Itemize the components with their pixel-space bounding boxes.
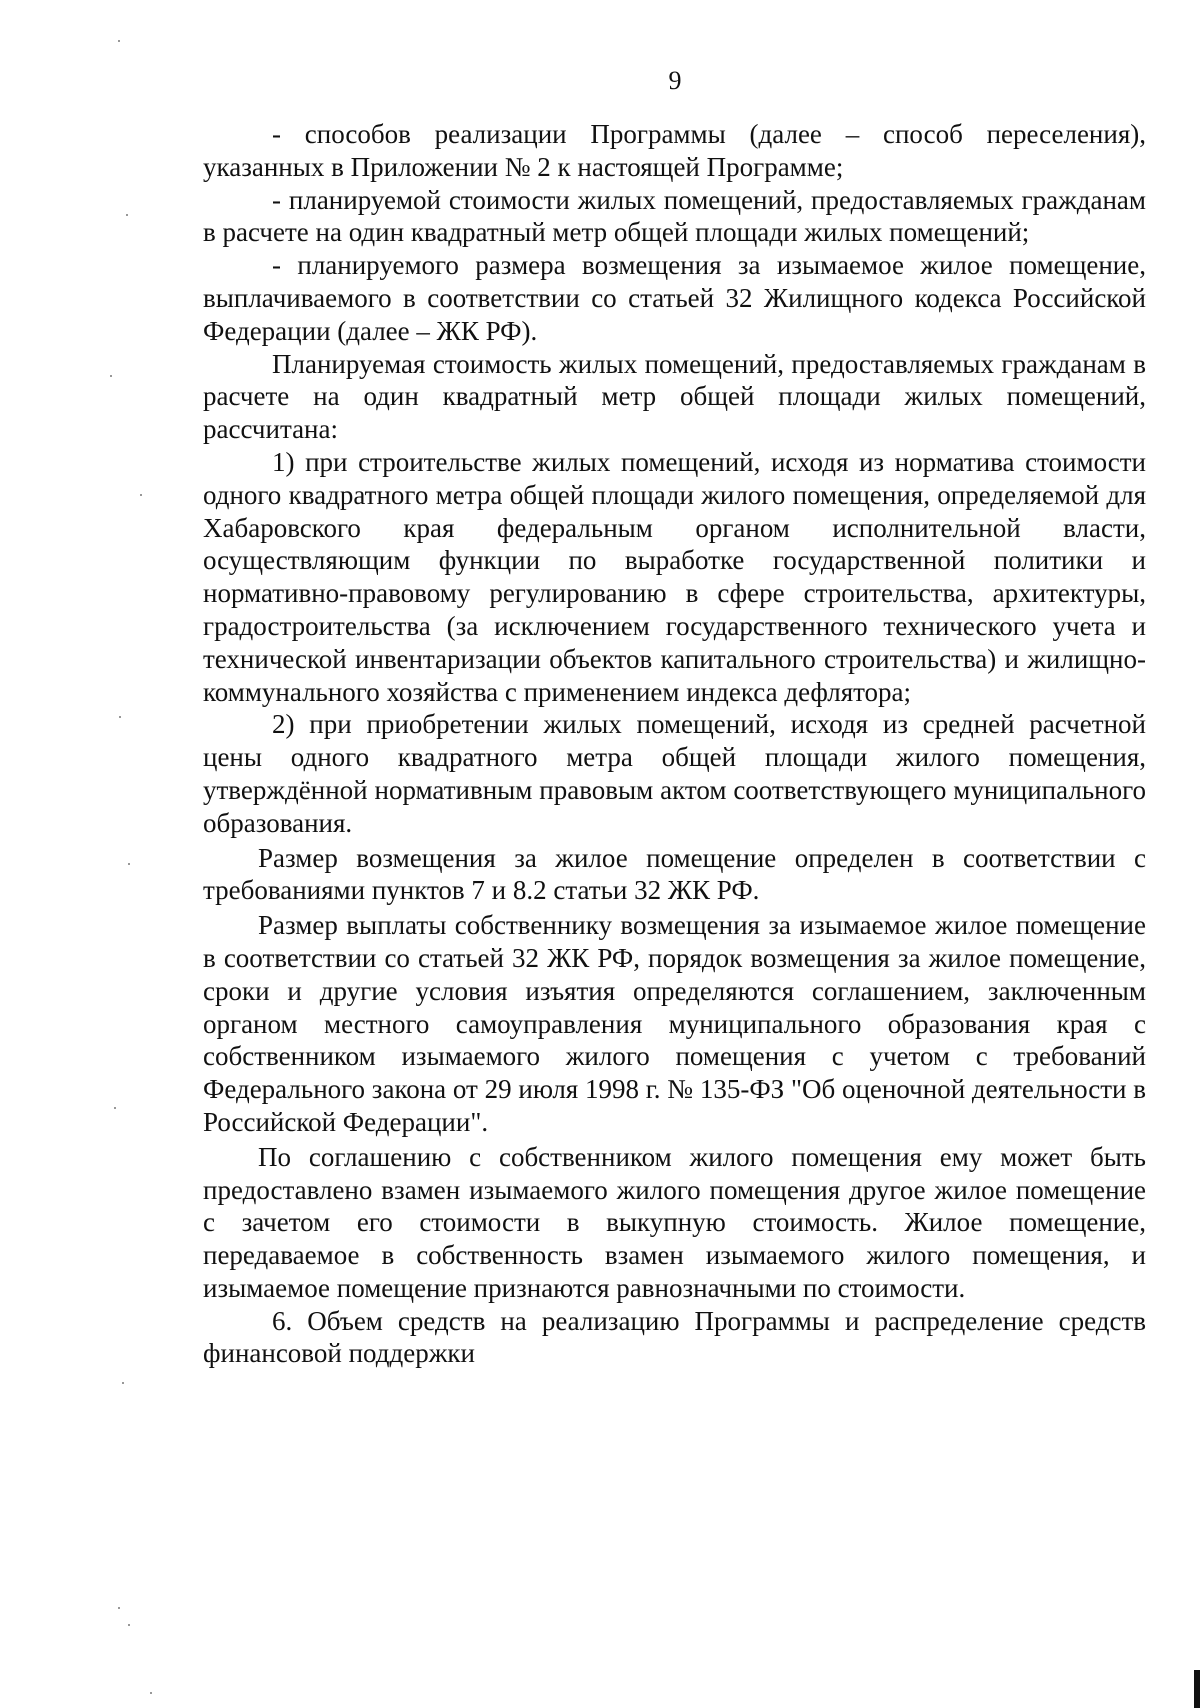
scan-speck: [128, 863, 130, 865]
section-heading-funding: 6. Объем средств на реализацию Программы и распределение средств финансовой поддержки: [203, 1305, 1146, 1369]
paragraph-replacement-premises: По соглашению с собственником жилого помещения ему может быть предоставлено взамен изымаемого жилого помещения другое жилое помещение с зачетом его стоимости в выкупную стоимость. Жилое помещение, передаваемое в собственность взамен изымаемого жилого помещения, и изымаемое помещение признаются равнозначными по стоимости.: [203, 1141, 1146, 1303]
paragraph-compensation-determined: Размер возмещения за жилое помещение определен в соответствии с требованиями пунктов 7 и 8.2 статьи 32 ЖК РФ.: [203, 842, 1146, 906]
scan-speck: [118, 1607, 120, 1609]
scan-edge-mark: [1194, 1670, 1200, 1708]
paragraph-compensation-size: - планируемого размера возмещения за изымаемое жилое помещение, выплачиваемого в соответствии со статьей 32 Жилищного кодекса Российской Федерации (далее – ЖК РФ).: [203, 250, 1146, 346]
scan-speck: [118, 40, 120, 42]
scan-speck: [128, 1624, 130, 1626]
scan-speck: [140, 494, 142, 496]
document-body: [203, 118, 1146, 1370]
scan-speck: [126, 214, 128, 216]
scan-speck: [119, 716, 121, 718]
paragraph-implementation-methods: - способов реализации Программы (далее – способ переселения), указанных в Приложении № 2 к настоящей Программе;: [203, 119, 1146, 182]
page-number: 9: [668, 66, 682, 95]
scan-speck: [150, 1692, 152, 1694]
paragraph-planned-cost: - планируемой стоимости жилых помещений, предоставляемых гражданам в расчете на один квадратный метр общей площади жилых помещений;: [203, 184, 1146, 248]
paragraph-acquisition: 2) при приобретении жилых помещений, исходя из средней расчетной цены одного квадратного метра общей площади жилого помещения, утверждённой нормативным правовым актом соответствующего муниципального образования.: [203, 709, 1146, 838]
paragraph-cost-calculated: Планируемая стоимость жилых помещений, предоставляемых гражданам в расчете на один квадратный метр общей площади жилых помещений, рассчитана:: [203, 348, 1146, 445]
scan-speck: [114, 1107, 116, 1109]
scan-speck: [110, 375, 112, 377]
paragraph-construction: 1) при строительстве жилых помещений, исходя из норматива стоимости одного квадратного метра общей площади жилого помещения, определяемой для Хабаровского края федеральным органом исполнительной власти, осуществляющим функции по выработке государственной политики и нормативно-правовому регулированию в сфере строительства, архитектуры, градостроительства (за исключением государственного технического учета и технической инвентаризации объектов капитального строительства) и жилищно-коммунального хозяйства с применением индекса дефлятора;: [203, 446, 1146, 707]
paragraph-payment-agreement: Размер выплаты собственнику возмещения за изымаемое жилое помещение в соответствии со статьей 32 ЖК РФ, порядок возмещения за жилое помещение, сроки и другие условия изъятия определяются соглашением, заключенным органом местного самоуправления муниципального образования края с собственником изымаемого жилого помещения с учетом с требований Федерального закона от 29 июля 1998 г. № 135-ФЗ "Об оценочной деятельности в Российской Федерации".: [203, 910, 1146, 1137]
scan-speck: [122, 1382, 124, 1384]
